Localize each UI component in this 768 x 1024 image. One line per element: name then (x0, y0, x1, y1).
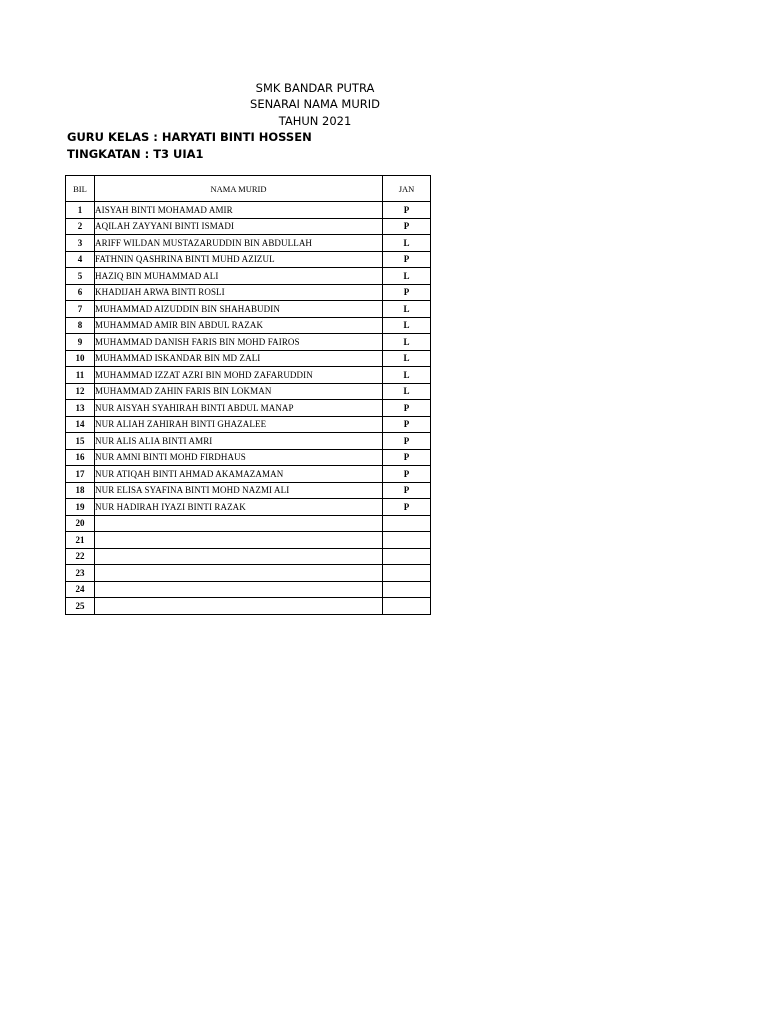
jan-gender-cell: L (383, 317, 431, 334)
jan-gender-cell (383, 515, 431, 532)
row-number-cell: 15 (66, 433, 95, 450)
student-name-cell: NUR AISYAH SYAHIRAH BINTI ABDUL MANAP (95, 400, 383, 417)
form-class: TINGKATAN : T3 UIA1 (67, 147, 204, 161)
row-number-cell: 14 (66, 416, 95, 433)
row-number-cell: 10 (66, 350, 95, 367)
row-number-cell: 24 (66, 581, 95, 598)
document-year: TAHUN 2021 (278, 114, 352, 128)
jan-gender-cell: L (383, 301, 431, 318)
row-number-cell: 4 (66, 251, 95, 268)
row-number-cell: 8 (66, 317, 95, 334)
row-number-cell: 22 (66, 548, 95, 565)
table-row (66, 548, 431, 565)
table-row (66, 515, 431, 532)
table-row (66, 235, 431, 252)
student-name-cell: FATHNIN QASHRINA BINTI MUHD AZIZUL (95, 251, 383, 268)
row-number-cell: 6 (66, 284, 95, 301)
row-number-cell: 13 (66, 400, 95, 417)
jan-gender-cell: L (383, 383, 431, 400)
row-number-cell: 1 (66, 202, 95, 219)
student-name-cell: HAZIQ BIN MUHAMMAD ALI (95, 268, 383, 285)
table-row (66, 367, 431, 384)
jan-gender-cell: L (383, 350, 431, 367)
jan-gender-cell: L (383, 334, 431, 351)
column-header-jan: JAN (383, 176, 431, 202)
row-number-cell: 16 (66, 449, 95, 466)
column-header-nama-murid: NAMA MURID (95, 176, 383, 202)
student-name-cell: MUHAMMAD AIZUDDIN BIN SHAHABUDIN (95, 301, 383, 318)
jan-gender-cell (383, 581, 431, 598)
column-header-bil: BIL (66, 176, 95, 202)
row-number-cell: 11 (66, 367, 95, 384)
row-number-cell: 3 (66, 235, 95, 252)
student-name-cell (95, 581, 383, 598)
table-row (66, 301, 431, 318)
student-name-cell (95, 515, 383, 532)
jan-gender-cell: P (383, 202, 431, 219)
table-row (66, 449, 431, 466)
row-number-cell: 21 (66, 532, 95, 549)
student-name-cell: ARIFF WILDAN MUSTAZARUDDIN BIN ABDULLAH (95, 235, 383, 252)
jan-gender-cell (383, 598, 431, 615)
class-teacher: GURU KELAS : HARYATI BINTI HOSSEN (67, 130, 312, 144)
jan-gender-cell: P (383, 499, 431, 516)
jan-gender-cell: L (383, 235, 431, 252)
row-number-cell: 2 (66, 218, 95, 235)
jan-gender-cell: P (383, 400, 431, 417)
jan-gender-cell: P (383, 449, 431, 466)
jan-gender-cell: P (383, 433, 431, 450)
student-name-cell: AQILAH ZAYYANI BINTI ISMADI (95, 218, 383, 235)
row-number-cell: 12 (66, 383, 95, 400)
table-row (66, 598, 431, 615)
row-number-cell: 23 (66, 565, 95, 582)
document-title: SENARAI NAMA MURID (250, 97, 380, 111)
table-body (66, 202, 431, 615)
row-number-cell: 7 (66, 301, 95, 318)
jan-gender-cell: P (383, 218, 431, 235)
jan-gender-cell (383, 532, 431, 549)
student-name-cell (95, 565, 383, 582)
table-row (66, 400, 431, 417)
row-number-cell: 19 (66, 499, 95, 516)
student-name-cell: MUHAMMAD ISKANDAR BIN MD ZALI (95, 350, 383, 367)
table-row (66, 284, 431, 301)
student-name-cell: NUR ALIAH ZAHIRAH BINTI GHAZALEE (95, 416, 383, 433)
student-name-cell: NUR AMNI BINTI MOHD FIRDHAUS (95, 449, 383, 466)
table-row (66, 350, 431, 367)
table-header-row (66, 176, 431, 202)
row-number-cell: 5 (66, 268, 95, 285)
jan-gender-cell: P (383, 416, 431, 433)
table-row (66, 334, 431, 351)
table-row (66, 433, 431, 450)
table-row (66, 317, 431, 334)
row-number-cell: 25 (66, 598, 95, 615)
table-row (66, 499, 431, 516)
school-name: SMK BANDAR PUTRA (255, 81, 375, 95)
table-row (66, 581, 431, 598)
jan-gender-cell: P (383, 284, 431, 301)
student-name-cell (95, 548, 383, 565)
table-row (66, 218, 431, 235)
jan-gender-cell (383, 565, 431, 582)
student-name-cell: NUR HADIRAH IYAZI BINTI RAZAK (95, 499, 383, 516)
jan-gender-cell: P (383, 251, 431, 268)
table-row (66, 565, 431, 582)
student-name-cell: NUR ATIQAH BINTI AHMAD AKAMAZAMAN (95, 466, 383, 483)
student-name-cell: MUHAMMAD DANISH FARIS BIN MOHD FAIROS (95, 334, 383, 351)
student-name-cell: MUHAMMAD ZAHIN FARIS BIN LOKMAN (95, 383, 383, 400)
student-name-cell: NUR ELISA SYAFINA BINTI MOHD NAZMI ALI (95, 482, 383, 499)
student-name-cell (95, 532, 383, 549)
table-row (66, 532, 431, 549)
row-number-cell: 18 (66, 482, 95, 499)
jan-gender-cell: L (383, 367, 431, 384)
table-row (66, 466, 431, 483)
jan-gender-cell: L (383, 268, 431, 285)
student-name-cell: AISYAH BINTI MOHAMAD AMIR (95, 202, 383, 219)
table-row (66, 268, 431, 285)
table-row (66, 482, 431, 499)
student-name-cell (95, 598, 383, 615)
student-name-cell: MUHAMMAD IZZAT AZRI BIN MOHD ZAFARUDDIN (95, 367, 383, 384)
table-row (66, 251, 431, 268)
table-row (66, 202, 431, 219)
table-row (66, 416, 431, 433)
row-number-cell: 17 (66, 466, 95, 483)
student-name-cell: MUHAMMAD AMIR BIN ABDUL RAZAK (95, 317, 383, 334)
student-name-cell: NUR ALIS ALIA BINTI AMRI (95, 433, 383, 450)
row-number-cell: 9 (66, 334, 95, 351)
jan-gender-cell: P (383, 466, 431, 483)
jan-gender-cell: P (383, 482, 431, 499)
student-roster-table (65, 175, 431, 615)
jan-gender-cell (383, 548, 431, 565)
student-name-cell: KHADIJAH ARWA BINTI ROSLI (95, 284, 383, 301)
row-number-cell: 20 (66, 515, 95, 532)
table-row (66, 383, 431, 400)
